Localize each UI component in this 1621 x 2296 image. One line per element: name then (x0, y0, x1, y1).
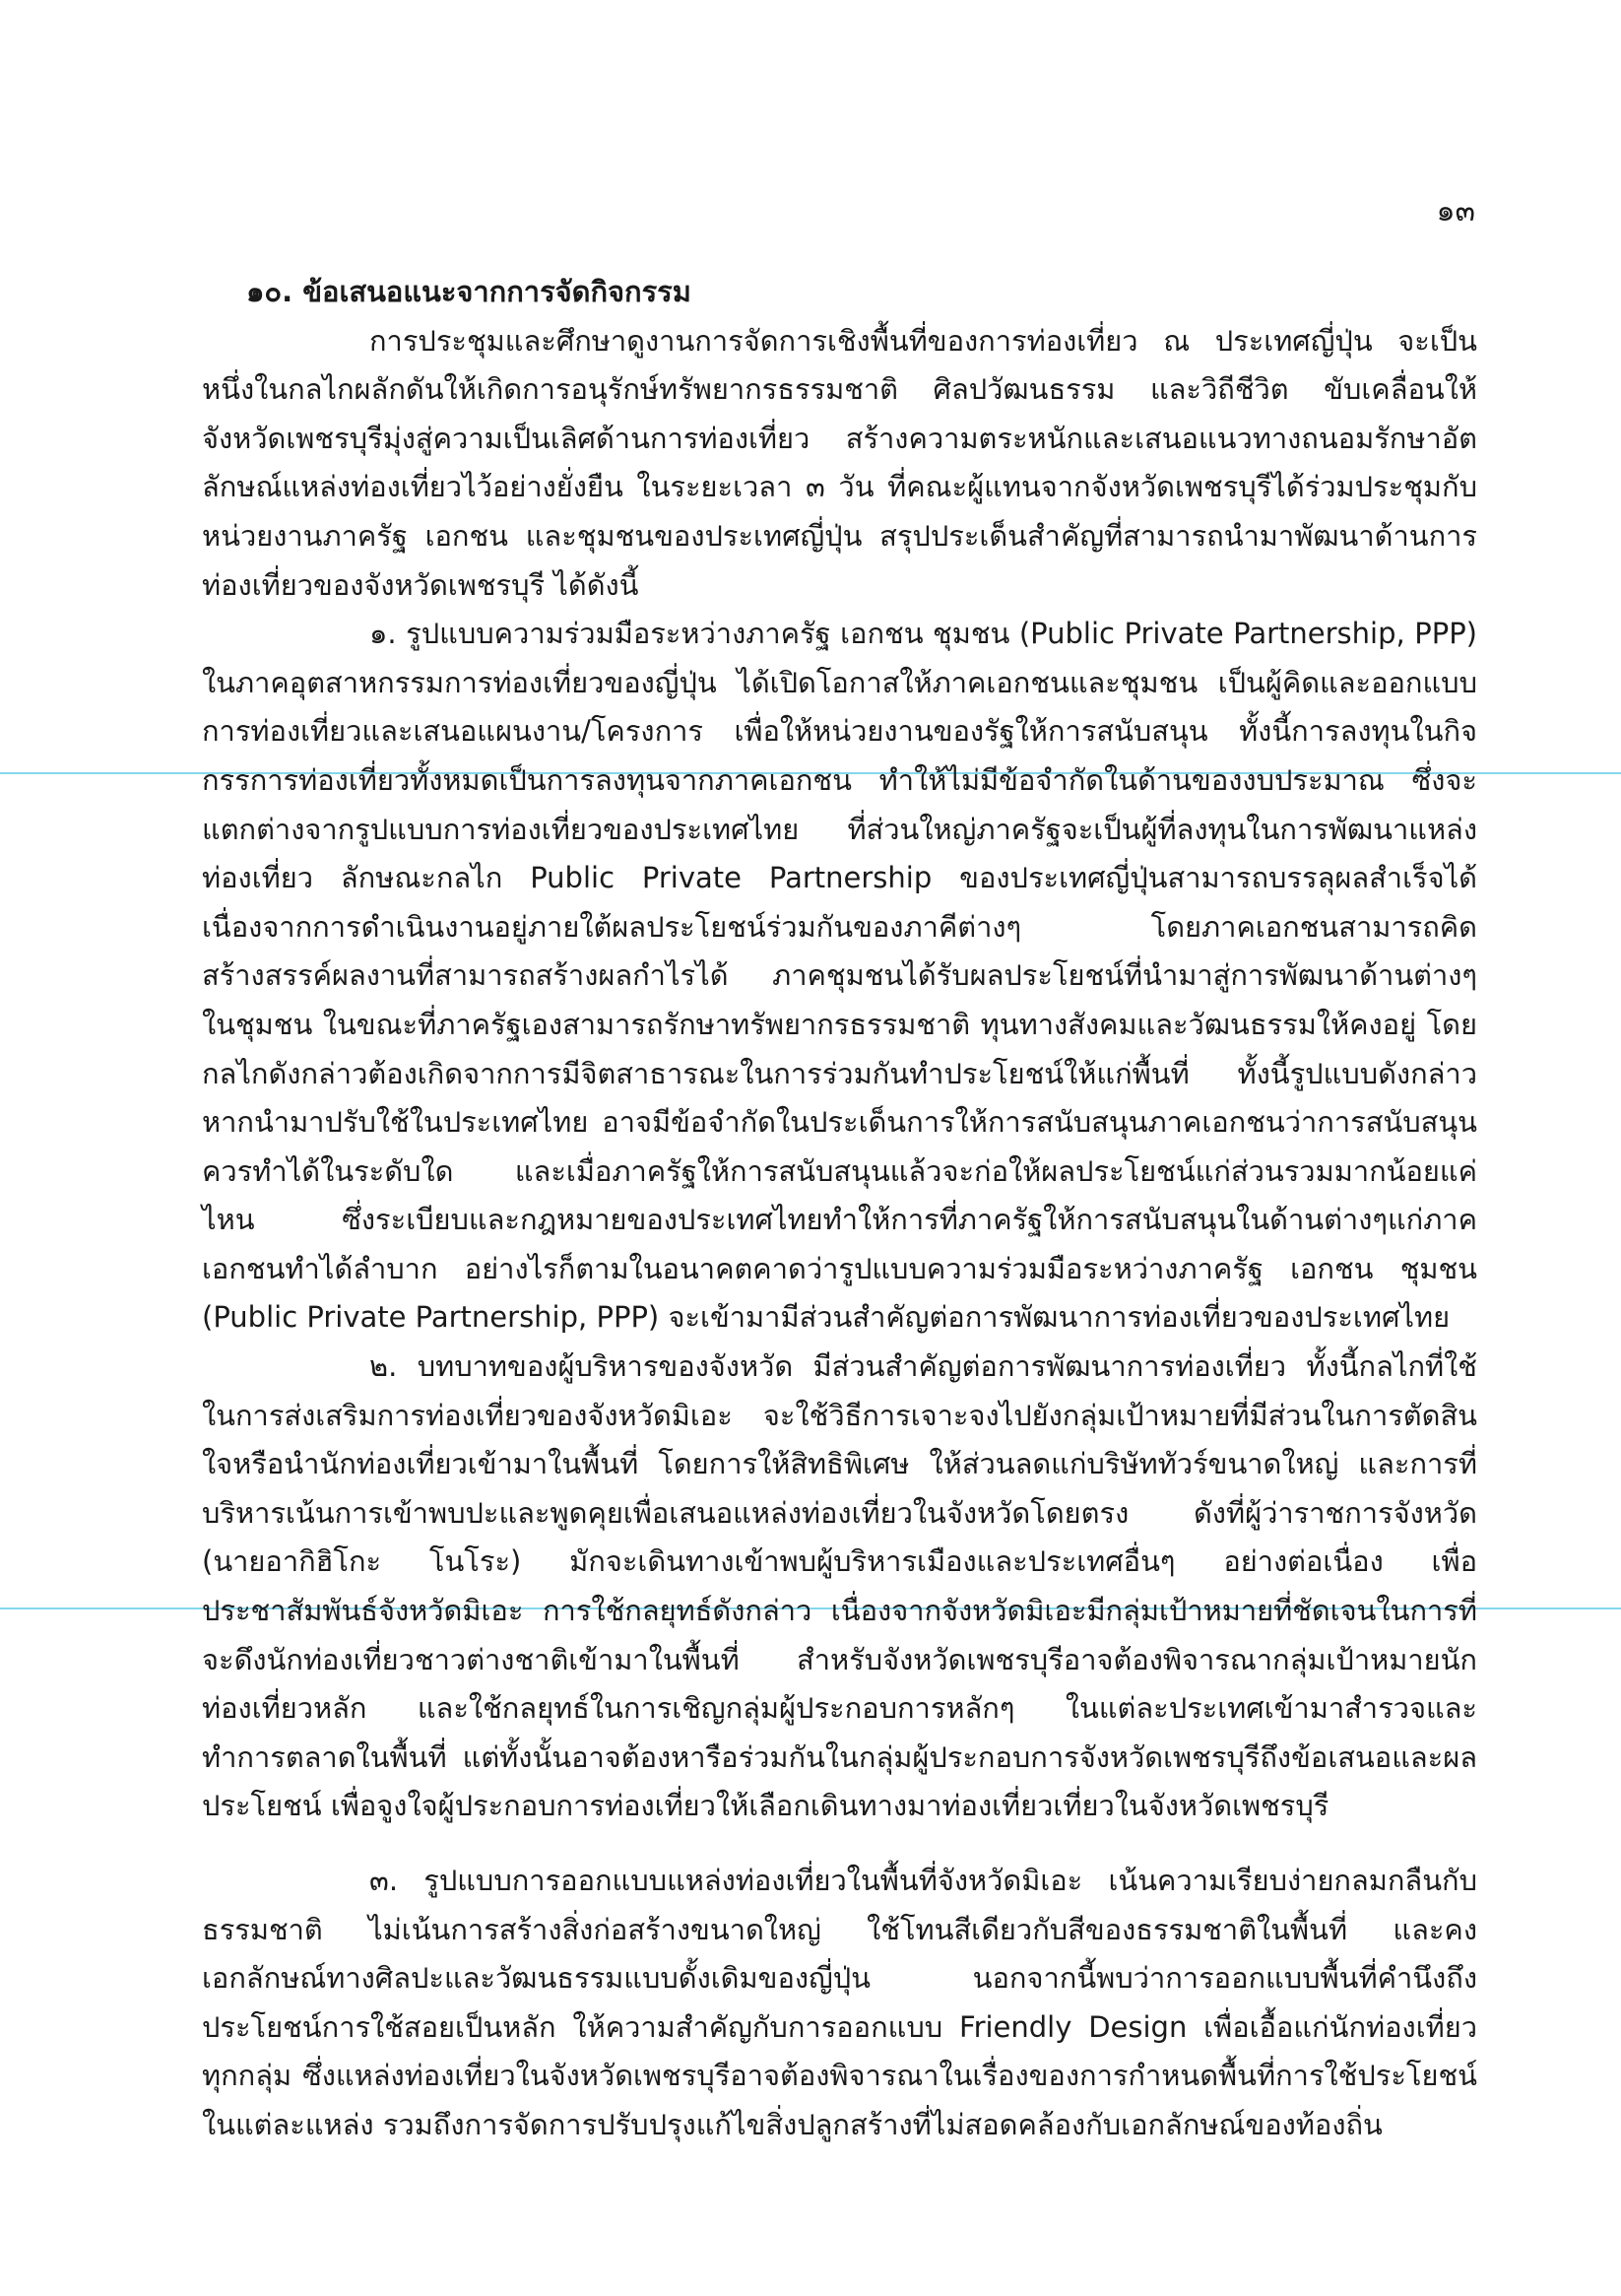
page-number: ๑๓ (1436, 194, 1475, 229)
paragraph-item-3: ๓. รูปแบบการออกแบบแหล่งท่องเที่ยวในพื้นที่จังหวัดมิเอะ เน้นความเรียบง่ายกลมกลืนกับธรรมชาติ ไม่เน้นการสร้างสิ่งก่อสร้างขนาดใหญ่ ใช้โทนสีเดียวกับสีของธรรมชาติในพื้นที่ และคงเอกลักษณ์ทางศิลปะและวัฒนธรรมแบบดั้งเดิมของญี่ปุ่น นอกจากนี้พบว่าการออกแบบพื้นที่คำนึงถึงประโยชน์การใช้สอยเป็นหลัก ให้ความสำคัญกับการออกแบบ Friendly Design เพื่อเอื้อแก่นักท่องเที่ยวทุกกลุ่ม ซึ่งแหล่งท่องเที่ยวในจังหวัดเพชรบุรีอาจต้องพิจารณาในเรื่องของการกำหนดพื้นที่การใช้ประโยชน์ในแต่ละแหล่ง รวมถึงการจัดการปรับปรุงแก้ไขสิ่งปลูกสร้างที่ไม่สอดคล้องกับเอกลักษณ์ของท้องถิ่น (202, 1864, 1477, 2141)
document-body (202, 268, 1477, 2150)
paragraph-item-1: ๑. รูปแบบความร่วมมือระหว่างภาครัฐ เอกชน ชุมชน (Public Private Partnership, PPP) ในภาคอุตสาหกรรมการท่องเที่ยวของญี่ปุ่น ได้เปิดโอกาสให้ภาคเอกชนและชุมชน เป็นผู้คิดและออกแบบการท่องเที่ยวและเสนอแผนงาน/โครงการ เพื่อให้หน่วยงานของรัฐให้การสนับสนุน ทั้งนี้การลงทุนในกิจกรรการท่องเที่ยวทั้งหมดเป็นการลงทุนจากภาคเอกชน ทำให้ไม่มีข้อจำกัดในด้านของงบประมาณ ซึ่งจะแตกต่างจากรูปแบบการท่องเที่ยวของประเทศไทย ที่ส่วนใหญ่ภาครัฐจะเป็นผู้ที่ลงทุนในการพัฒนาแหล่งท่องเที่ยว ลักษณะกลไก Public Private Partnership ของประเทศญี่ปุ่นสามารถบรรลุผลสำเร็จได้เนื่องจากการดำเนินงานอยู่ภายใต้ผลประโยชน์ร่วมกันของภาคีต่างๆ โดยภาคเอกชนสามารถคิดสร้างสรรค์ผลงานที่สามารถสร้างผลกำไรได้ ภาคชุมชนได้รับผลประโยชน์ที่นำมาสู่การพัฒนาด้านต่างๆ ในชุมชน ในขณะที่ภาครัฐเองสามารถรักษาทรัพยากรธรรมชาติ ทุนทางสังคมและวัฒนธรรมให้คงอยู่ โดยกลไกดังกล่าวต้องเกิดจากการมีจิตสาธารณะในการร่วมกันทำประโยชน์ให้แก่พื้นที่ ทั้งนี้รูปแบบดังกล่าวหากนำมาปรับใช้ในประเทศไทย อาจมีข้อจำกัดในประเด็นการให้การสนับสนุนภาคเอกชนว่าการสนับสนุนควรทำได้ในระดับใด และเมื่อภาครัฐให้การสนับสนุนแล้วจะก่อให้ผลประโยชน์แก่ส่วนรวมมากน้อยแค่ไหน ซึ่งระเบียบและกฎหมายของประเทศไทยทำให้การที่ภาครัฐให้การสนับสนุนในด้านต่างๆแก่ภาคเอกชนทำได้ลำบาก อย่างไรก็ตามในอนาคตคาดว่ารูปแบบความร่วมมือระหว่างภาครัฐ เอกชน ชุมชน (Public Private Partnership, PPP) จะเข้ามามีส่วนสำคัญต่อการพัฒนาการท่องเที่ยวของประเทศไทย (202, 617, 1477, 1335)
paragraph-item-2: ๒. บทบาทของผู้บริหารของจังหวัด มีส่วนสำคัญต่อการพัฒนาการท่องเที่ยว ทั้งนี้กลไกที่ใช้ในการส่งเสริมการท่องเที่ยวของจังหวัดมิเอะ จะใช้วิธีการเจาะจงไปยังกลุ่มเป้าหมายที่มีส่วนในการตัดสินใจหรือนำนักท่องเที่ยวเข้ามาในพื้นที่ โดยการให้สิทธิพิเศษ ให้ส่วนลดแก่บริษัททัวร์ขนาดใหญ่ และการที่บริหารเน้นการเข้าพบปะและพูดคุยเพื่อเสนอแหล่งท่องเที่ยวในจังหวัดโดยตรง ดังที่ผู้ว่าราชการจังหวัด (นายอากิฮิโกะ โนโระ) มักจะเดินทางเข้าพบผู้บริหารเมืองและประเทศอื่นๆ อย่างต่อเนื่อง เพื่อประชาสัมพันธ์จังหวัดมิเอะ การใช้กลยุทธ์ดังกล่าว เนื่องจากจังหวัดมิเอะมีกลุ่มเป้าหมายที่ชัดเจนในการที่จะดึงนักท่องเที่ยวชาวต่างชาติเข้ามาในพื้นที่ สำหรับจังหวัดเพชรบุรีอาจต้องพิจารณากลุ่มเป้าหมายนักท่องเที่ยวหลัก และใช้กลยุทธ์ในการเชิญกลุ่มผู้ประกอบการหลักๆ ในแต่ละประเทศเข้ามาสำรวจและทำการตลาดในพื้นที่ แต่ทั้งนั้นอาจต้องหารือร่วมกันในกลุ่มผู้ประกอบการจังหวัดเพชรบุรีถึงข้อเสนอและผลประโยชน์ เพื่อจูงใจผู้ประกอบการท่องเที่ยวให้เลือกเดินทางมาท่องเที่ยวเที่ยวในจังหวัดเพชรบุรี (202, 1349, 1477, 1823)
intro-paragraph: การประชุมและศึกษาดูงานการจัดการเชิงพื้นที่ของการท่องเที่ยว ณ ประเทศญี่ปุ่น จะเป็นหนึ่งในกลไกผลักดันให้เกิดการอนุรักษ์ทรัพยากรธรรมชาติ ศิลปวัฒนธรรม และวิถีชีวิต ขับเคลื่อนให้จังหวัดเพชรบุรีมุ่งสู่ความเป็นเลิศด้านการท่องเที่ยว สร้างความตระหนักและเสนอแนวทางถนอมรักษาอัตลักษณ์แหล่งท่องเที่ยวไว้อย่างยั่งยืน ในระยะเวลา ๓ วัน ที่คณะผู้แทนจากจังหวัดเพชรบุรีได้ร่วมประชุมกับหน่วยงานภาครัฐ เอกชน และชุมชนของประเทศญี่ปุ่น สรุปประเด็นสำคัญที่สามารถนำมาพัฒนาด้านการท่องเที่ยวของจังหวัดเพชรบุรี ได้ดังนี้ (202, 323, 1477, 602)
section-heading: ๑๐. ข้อเสนอแนะจากการจัดกิจกรรม (246, 275, 691, 308)
